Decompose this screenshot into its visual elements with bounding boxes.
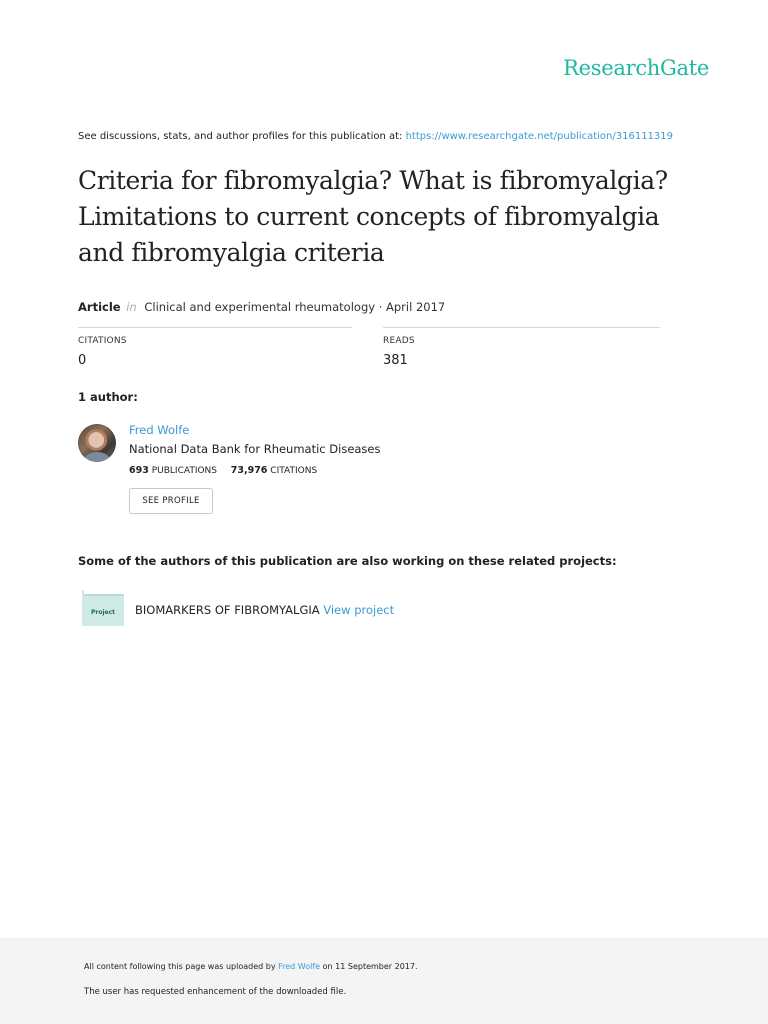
authors-count: 1 author: [78, 390, 138, 404]
discussion-prefix: See discussions, stats, and author profiles for this publication at: [78, 131, 403, 142]
enhancement-note: The user has requested enhancement of the downloaded file. [84, 987, 347, 997]
in-label: in [126, 300, 137, 314]
uploader-link[interactable]: Fred Wolfe [278, 962, 321, 971]
publication-type: Article [78, 300, 121, 314]
view-project-link[interactable]: View project [323, 603, 395, 617]
see-profile-button[interactable]: SEE PROFILE [129, 488, 213, 514]
publication-title [78, 163, 718, 271]
author-citations-count: 73,976 [230, 465, 268, 476]
title-line: and fibromyalgia criteria [78, 238, 385, 267]
citations-value: 0 [78, 353, 87, 368]
citations-label: CITATIONS [78, 336, 127, 346]
title-line: Criteria for fibromyalgia? What is fibromyalgia? [78, 166, 668, 195]
author-name-link[interactable]: Fred Wolfe [129, 423, 190, 437]
author-institution: National Data Bank for Rheumatic Diseases [129, 442, 381, 456]
discussion-line [78, 131, 673, 142]
project-item [135, 603, 394, 617]
project-name: BIOMARKERS OF FIBROMYALGIA [135, 603, 320, 617]
publications-label: PUBLICATIONS [151, 466, 217, 476]
publication-meta [78, 300, 445, 314]
footer [0, 938, 768, 1024]
author-avatar[interactable] [78, 424, 116, 462]
project-badge-icon [82, 594, 124, 626]
reads-divider [383, 327, 660, 328]
citations-divider [78, 327, 352, 328]
upload-prefix: All content following this page was uploaded by [84, 962, 276, 971]
reads-label: READS [383, 336, 415, 346]
upload-info [84, 962, 418, 971]
author-citations-label: CITATIONS [270, 466, 318, 476]
publications-count: 693 [129, 465, 149, 476]
title-line: Limitations to current concepts of fibromyalgia [78, 202, 660, 231]
related-projects-heading: Some of the authors of this publication are also working on these related projects: [78, 554, 617, 568]
reads-value: 381 [383, 353, 408, 368]
researchgate-logo[interactable]: ResearchGate [563, 56, 709, 80]
author-stats [129, 465, 317, 476]
upload-suffix: on 11 September 2017. [322, 962, 418, 971]
journal-date[interactable]: Clinical and experimental rheumatology · April 2017 [144, 300, 446, 314]
project-badge-label: Project [90, 609, 116, 616]
publication-url-link[interactable]: https://www.researchgate.net/publication/316111319 [405, 131, 674, 142]
